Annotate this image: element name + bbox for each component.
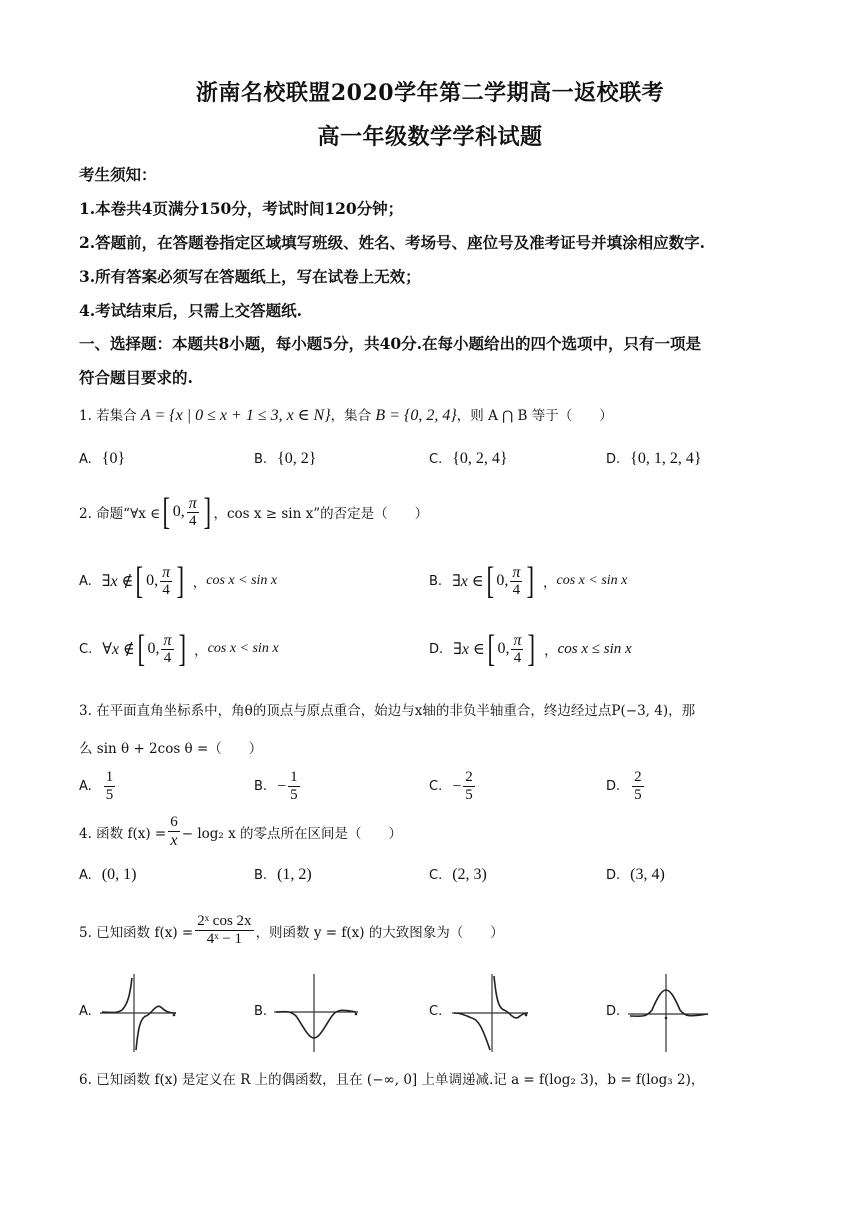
interval-start: 0, — [172, 503, 185, 520]
frac-num: 6 — [170, 814, 178, 830]
q1-mid: ，集合 — [330, 408, 376, 424]
question-3-cont: 么 sin θ + 2cos θ =（ ） — [79, 741, 263, 757]
option-label: B. — [254, 1004, 268, 1019]
option-label: C. — [429, 451, 443, 467]
option-label: C. — [429, 867, 443, 883]
option-label: C. — [79, 641, 93, 657]
option-interval: [ 0, $\frac{\pi}{4}$ ] — [135, 560, 185, 602]
notice-item-1: 1.本卷共4页满分150分，考试时间120分钟； — [79, 199, 404, 218]
frac-num: 1 — [105, 769, 114, 785]
q5-suffix: ，则函数 y = f(x) 的大致图象为（ ） — [255, 924, 504, 941]
notice-item-3: 3.所有答案必须写在答题纸上，写在试卷上无效； — [79, 267, 421, 286]
option-interval: [ 0, $\frac{\pi}{4}$ ] — [487, 628, 536, 670]
fraction — [160, 564, 172, 599]
interval-start: 0, — [497, 640, 510, 657]
q2-option-a[interactable]: A. ∃x ∉ [ 0, $\frac{\pi}{4}$ ] ， cos x < sin x — [79, 560, 278, 602]
question-3: 3. 在平面直角坐标系中，角θ的顶点与原点重合，始边与x轴的非负半轴重合，终边经过点P(−3, 4)，那 — [79, 703, 696, 719]
question-2 — [79, 491, 429, 533]
q1-set-b: B = {0, 2, 4} — [375, 407, 457, 424]
option-label: C. — [429, 1004, 443, 1019]
fraction — [510, 564, 522, 599]
frac-num: π — [512, 563, 521, 581]
question-6: 6. 已知函数 f(x) 是定义在 R 上的偶函数，且在 (−∞, 0] 上单调递减.记 a = f(log₂ 3)，b = f(log₃ 2)， — [79, 1072, 705, 1088]
option-label: B. — [429, 573, 443, 589]
notice-item-4: 4.考试结束后，只需上交答题纸. — [79, 301, 303, 320]
q5-option-a-graph[interactable] — [98, 968, 180, 1058]
fraction — [632, 769, 644, 804]
question-4 — [79, 814, 402, 849]
q1-option-b[interactable] — [254, 450, 316, 468]
q5-prefix: 5. 已知函数 f(x) = — [79, 924, 194, 941]
q1-set-a: A = {x | 0 ≤ x + 1 ≤ 3, x ∈ N} — [140, 407, 331, 424]
option-label: B. — [254, 779, 268, 794]
fraction — [195, 913, 253, 948]
q4-prefix: 4. 函数 f(x) = — [79, 825, 167, 842]
option-value: {0, 1, 2, 4} — [630, 450, 702, 467]
option-interval: [ 0, $\frac{\pi}{4}$ ] — [137, 628, 186, 670]
frac-den: 5 — [465, 787, 473, 803]
q5-option-c-label[interactable] — [429, 1004, 452, 1019]
q1-option-c[interactable] — [429, 450, 508, 468]
frac-den: 5 — [634, 787, 642, 803]
q4-option-b[interactable] — [254, 866, 312, 884]
question-1 — [79, 404, 613, 425]
q4-option-a[interactable] — [79, 866, 136, 884]
q4-rest: − log₂ x 的零点所在区间是（ ） — [181, 825, 403, 842]
option-label: D. — [606, 1004, 621, 1019]
frac-num: π — [163, 631, 172, 649]
frac-num: 2ˣ cos 2x — [197, 913, 252, 929]
option-relation: cos x < sin x — [207, 641, 279, 656]
option-label: B. — [254, 867, 268, 883]
q2-option-d[interactable]: D. ∃x ∈ [ 0, $\frac{\pi}{4}$ ] ， cos x ≤ sin x — [429, 628, 632, 670]
q4-option-d[interactable] — [606, 866, 665, 884]
option-interval: [ 0, $\frac{\pi}{4}$ ] — [486, 560, 535, 602]
option-relation: cos x < sin x — [206, 573, 278, 588]
q1-option-d[interactable] — [606, 450, 702, 468]
option-value: {0, 2, 4} — [452, 450, 508, 467]
q5-option-c-graph[interactable] — [450, 968, 532, 1058]
exam-subtitle: 高一年级数学学科试题 — [317, 124, 543, 150]
option-label: A. — [79, 1004, 92, 1019]
section1-heading-cont: 符合题目要求的. — [79, 368, 193, 387]
q1-suffix: ，则 A ⋂ B 等于（ ） — [456, 408, 613, 424]
fraction — [104, 769, 116, 804]
option-label: D. — [429, 641, 444, 657]
frac-den: 4 — [162, 581, 170, 598]
fraction — [463, 769, 475, 804]
option-label: C. — [429, 779, 443, 794]
option-value: (0, 1) — [101, 866, 137, 883]
q3-option-c[interactable] — [429, 769, 477, 804]
option-label: D. — [606, 451, 621, 467]
frac-den: 4 — [513, 649, 522, 666]
option-value: (2, 3) — [452, 866, 487, 883]
notice-heading: 考生须知： — [79, 165, 157, 184]
fraction — [187, 495, 199, 530]
q3-option-b[interactable] — [254, 769, 302, 804]
option-quantifier: ∃x ∈ — [453, 641, 485, 658]
q2-interval: [ 0, $\frac{\pi}{4}$ ] — [162, 491, 211, 533]
interval-start: 0, — [147, 640, 160, 657]
option-label: A. — [79, 573, 92, 589]
frac-den: 4ˣ − 1 — [206, 931, 243, 947]
fraction — [161, 632, 173, 667]
option-sign: − — [452, 777, 462, 795]
q2-prefix: 2. 命题“∀x ∈ — [79, 506, 161, 522]
q3-option-a[interactable] — [79, 769, 117, 804]
option-label: D. — [606, 779, 621, 794]
section1-heading: 一、选择题：本题共8小题，每小题5分，共40分.在每小题给出的四个选项中，只有一项是 — [79, 334, 702, 353]
q4-option-c[interactable] — [429, 866, 487, 884]
frac-den: 4 — [512, 581, 521, 598]
option-sign: − — [277, 777, 287, 795]
option-quantifier: ∀x ∉ — [102, 641, 135, 658]
option-quantifier: ∃x ∈ — [452, 573, 484, 590]
frac-den: x — [170, 832, 178, 849]
option-value: {0, 2} — [277, 450, 317, 467]
q2-option-c[interactable]: C. ∀x ∉ [ 0, $\frac{\pi}{4}$ ] ， cos x < sin x — [79, 628, 279, 670]
option-value: (1, 2) — [277, 866, 312, 883]
q5-option-b-graph[interactable] — [272, 968, 362, 1058]
q2-suffix: ，cos x ≥ sin x”的否定是（ ） — [213, 506, 429, 522]
frac-den: 5 — [290, 787, 298, 803]
frac-den: 4 — [163, 649, 172, 666]
frac-num: 2 — [465, 769, 473, 785]
interval-start: 0, — [146, 572, 159, 589]
option-label: B. — [254, 451, 268, 467]
q3-option-d[interactable] — [606, 769, 646, 804]
frac-num: π — [513, 631, 522, 649]
frac-num: 2 — [634, 769, 642, 785]
option-relation: cos x < sin x — [556, 573, 628, 588]
q1-option-a[interactable] — [79, 450, 125, 468]
frac-num: 1 — [290, 769, 298, 785]
option-value: (3, 4) — [630, 866, 665, 883]
option-label: A. — [79, 867, 92, 883]
exam-title: 浙南名校联盟2020学年第二学期高一返校联考 — [195, 80, 665, 106]
option-value: {0} — [101, 450, 126, 467]
option-label: A. — [79, 779, 92, 794]
fraction — [168, 814, 180, 849]
notice-item-2: 2.答题前，在答题卷指定区域填写班级、姓名、考场号、座位号及准考证号并填涂相应数字. — [79, 233, 706, 252]
interval-start: 0, — [496, 572, 509, 589]
frac-num: π — [188, 494, 197, 512]
question-5 — [79, 913, 504, 948]
frac-den: 5 — [105, 787, 114, 803]
option-relation: cos x ≤ sin x — [557, 640, 632, 657]
frac-num: π — [162, 563, 171, 581]
option-quantifier: ∃x ∉ — [101, 573, 134, 590]
option-label: D. — [606, 867, 621, 883]
option-label: A. — [79, 451, 92, 467]
q5-option-d-graph[interactable] — [626, 968, 712, 1058]
q2-option-b[interactable]: B. ∃x ∈ [ 0, $\frac{\pi}{4}$ ] ， cos x < sin x — [429, 560, 628, 602]
fraction — [288, 769, 300, 804]
fraction — [511, 632, 523, 667]
q1-prefix: 1. 若集合 — [79, 408, 141, 424]
frac-den: 4 — [189, 512, 197, 529]
